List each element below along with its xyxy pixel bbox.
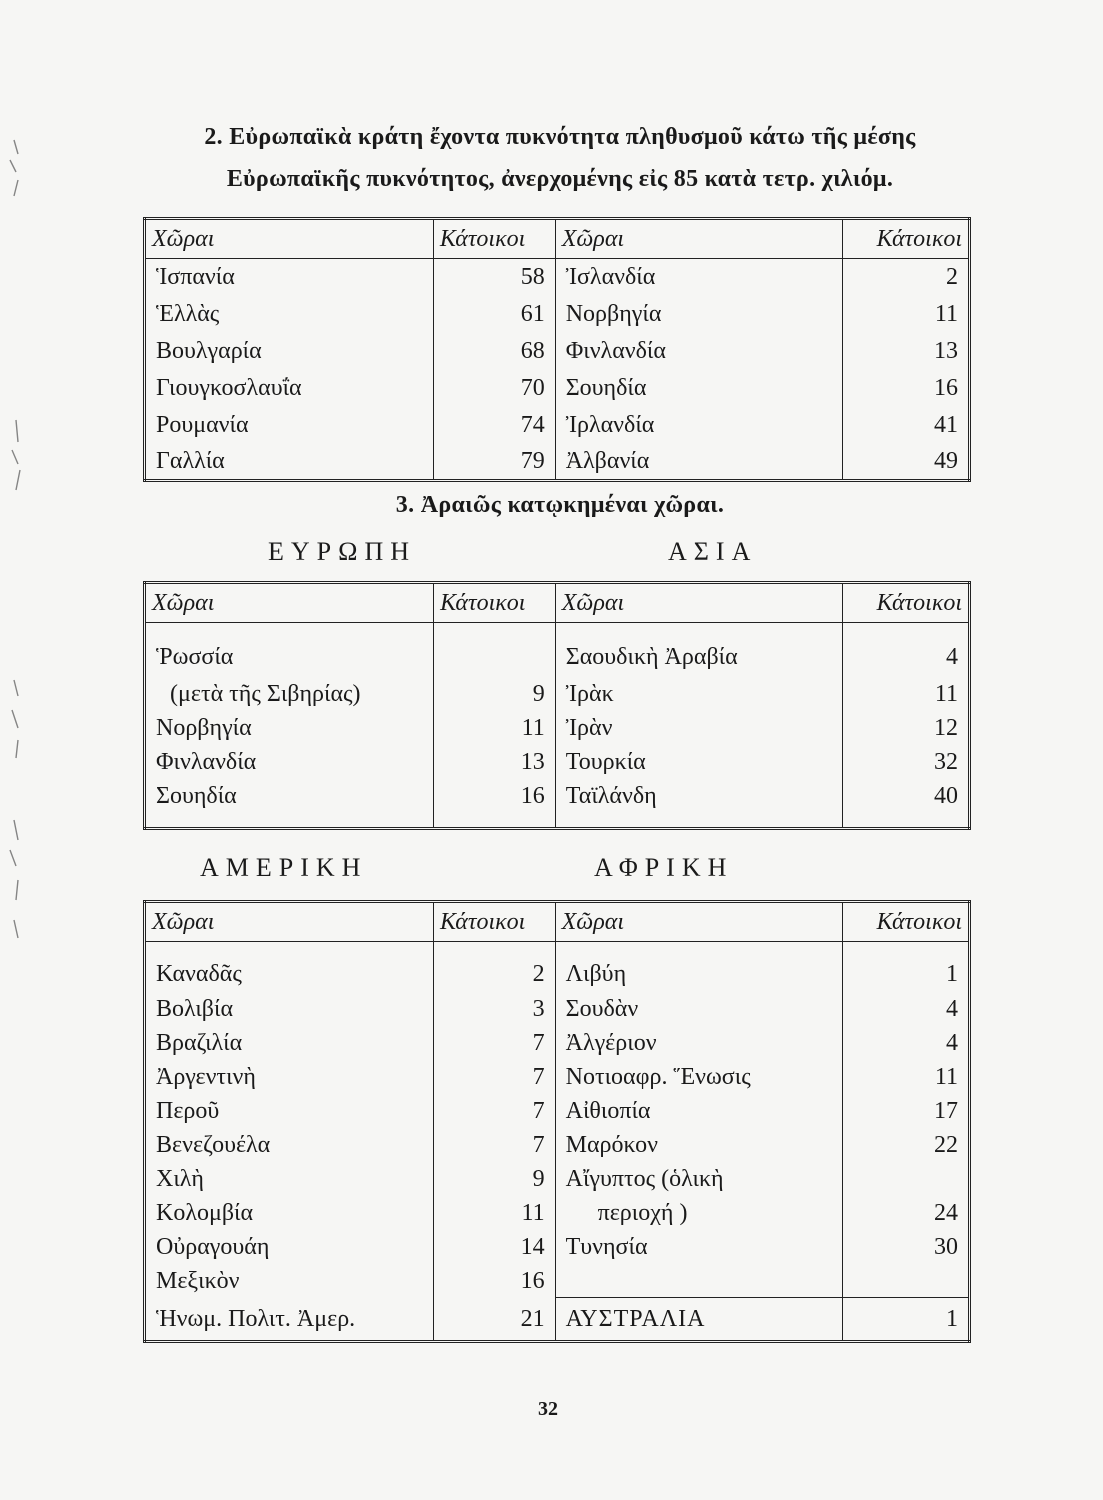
country-cell: Ἰρὰκ xyxy=(555,677,843,711)
value-cell xyxy=(843,1162,970,1196)
col-header-country: Χῶραι xyxy=(555,902,843,942)
country-cell: Ἰσλανδία xyxy=(555,259,843,296)
value-cell: 4 xyxy=(946,1029,958,1056)
value-cell: 68 xyxy=(433,333,555,370)
country-cell: Αἰθιοπία xyxy=(555,1094,843,1128)
value-cell: 32 xyxy=(934,748,958,775)
margin-pencil-marks xyxy=(0,120,40,970)
value-cell: 14 xyxy=(433,1230,555,1264)
country-cell: Ἰρλανδία xyxy=(555,407,843,444)
value-cell: 4 xyxy=(946,995,958,1022)
country-cell: Μαρόκον xyxy=(555,1128,843,1162)
value-cell: 79 xyxy=(433,444,555,481)
country-cell: Ῥωσσία xyxy=(145,623,434,677)
country-cell: Οὐραγουάη xyxy=(145,1230,434,1264)
value-cell: 11 xyxy=(934,680,958,707)
col-header-inhabitants: Κάτοικοι xyxy=(433,219,555,259)
value-cell: 13 xyxy=(934,338,958,364)
country-cell: Ἀλβανία xyxy=(555,444,843,481)
col-header-country: Χῶραι xyxy=(145,219,434,259)
europe-label: ΕΥΡΩΠΗ xyxy=(268,537,416,566)
value-cell: 24 xyxy=(934,1199,958,1226)
col-header-inhabitants: Κάτοικοι xyxy=(843,219,970,259)
country-cell: Μεξικὸν xyxy=(145,1264,434,1298)
value-cell: 2 xyxy=(946,264,958,291)
country-cell: Ταϊλάνδη xyxy=(555,779,843,829)
country-cell: Σουηδία xyxy=(145,779,434,829)
col-header-country: Χῶραι xyxy=(555,583,843,623)
value-cell: 13 xyxy=(434,745,556,779)
value-cell: 12 xyxy=(934,714,958,741)
country-cell: Φινλανδία xyxy=(555,333,843,370)
country-cell: Βουλγαρία xyxy=(145,333,434,370)
country-cell: Ἀλγέριον xyxy=(555,1026,843,1060)
value-cell: 30 xyxy=(934,1233,958,1260)
section3-heading: 3. Ἀραιῶς κατῳκημέναι χῶραι. xyxy=(395,492,725,518)
country-cell: Σαουδικὴ Ἀραβία xyxy=(555,623,843,677)
value-cell: 7 xyxy=(433,1026,555,1060)
country-cell xyxy=(555,1264,843,1298)
country-cell: Αἴγυπτος (ὁλικὴ xyxy=(555,1162,843,1196)
country-cell: Βενεζουέλα xyxy=(145,1128,434,1162)
country-cell: Σουδὰν xyxy=(555,992,843,1026)
country-cell: Γαλλία xyxy=(145,444,434,481)
value-cell: 41 xyxy=(934,412,958,438)
country-cell: (μετὰ τῆς Σιβηρίας) xyxy=(145,677,434,711)
country-cell: Βολιβία xyxy=(145,992,434,1026)
value-cell: 1 xyxy=(946,1306,958,1332)
value-cell: 22 xyxy=(934,1131,958,1158)
value-cell: 61 xyxy=(433,296,555,333)
value-cell: 1 xyxy=(946,960,958,987)
country-cell: Περοῦ xyxy=(145,1094,434,1128)
page-number: 32 xyxy=(538,1398,558,1420)
value-cell: 40 xyxy=(934,782,958,809)
value-cell: 17 xyxy=(934,1097,958,1124)
value-cell: 16 xyxy=(433,1264,555,1298)
value-cell: 11 xyxy=(434,711,556,745)
value-cell: 7 xyxy=(433,1060,555,1094)
country-cell: Σουηδία xyxy=(555,370,843,407)
value-cell: 74 xyxy=(433,407,555,444)
value-cell: 2 xyxy=(433,942,555,992)
country-cell: Νορβηγία xyxy=(555,296,843,333)
col-header-inhabitants: Κάτοικοι xyxy=(843,902,970,942)
country-cell: Χιλὴ xyxy=(145,1162,434,1196)
col-header-country: Χῶραι xyxy=(145,902,434,942)
value-cell: 11 xyxy=(934,1063,958,1090)
country-cell: Ἑλλὰς xyxy=(145,296,434,333)
table-europe-asia xyxy=(143,581,971,830)
country-cell: Καναδᾶς xyxy=(145,942,434,992)
asia-label: ΑΣΙΑ xyxy=(668,537,758,566)
country-cell: Ἱσπανία xyxy=(145,259,434,296)
col-header-inhabitants: Κάτοικοι xyxy=(434,583,556,623)
value-cell: 16 xyxy=(434,779,556,829)
col-header-country: Χῶραι xyxy=(555,219,843,259)
value-cell: 9 xyxy=(434,677,556,711)
section2-heading-line2: Εὐρωπαϊκῆς πυκνότητος, ἀνερχομένης εἰς 85 κατὰ τετρ. χιλιόμ. xyxy=(226,166,894,192)
value-cell: 11 xyxy=(934,301,958,327)
country-cell: Ἡνωμ. Πολιτ. Ἀμερ. xyxy=(145,1298,434,1342)
country-cell: Λιβύη xyxy=(555,942,843,992)
value-cell: 58 xyxy=(433,259,555,296)
value-cell: 11 xyxy=(433,1196,555,1230)
country-cell: Φινλανδία xyxy=(145,745,434,779)
country-cell: περιοχή ) xyxy=(555,1196,843,1230)
value-cell xyxy=(843,1264,970,1298)
country-cell: Ἰρὰν xyxy=(555,711,843,745)
table-america-africa xyxy=(143,900,971,1343)
country-cell: Κολομβία xyxy=(145,1196,434,1230)
col-header-inhabitants: Κάτοικοι xyxy=(433,902,555,942)
country-cell: Ἀργεντινὴ xyxy=(145,1060,434,1094)
value-cell: 9 xyxy=(433,1162,555,1196)
value-cell: 16 xyxy=(934,375,958,401)
value-cell: 3 xyxy=(433,992,555,1026)
section2-heading-line1: 2. Εὐρωπαϊκὰ κράτη ἔχοντα πυκνότητα πληθυσμοῦ κάτω τῆς μέσης xyxy=(204,124,916,150)
country-cell: Βραζιλία xyxy=(145,1026,434,1060)
country-cell: Τουρκία xyxy=(555,745,843,779)
country-cell: Γιουγκοσλαυΐα xyxy=(145,370,434,407)
value-cell xyxy=(434,623,556,677)
value-cell: 70 xyxy=(433,370,555,407)
value-cell: 21 xyxy=(433,1298,555,1342)
value-cell: 7 xyxy=(433,1094,555,1128)
australia-cell: ΑΥΣΤΡΑΛΙΑ xyxy=(555,1298,843,1342)
africa-label: ΑΦΡΙΚΗ xyxy=(594,853,734,882)
col-header-inhabitants: Κάτοικοι xyxy=(843,583,970,623)
value-cell: 4 xyxy=(946,643,958,670)
value-cell: 49 xyxy=(934,448,958,475)
value-cell: 7 xyxy=(433,1128,555,1162)
country-cell: Τυνησία xyxy=(555,1230,843,1264)
country-cell: Νορβηγία xyxy=(145,711,434,745)
table-europe-low-density xyxy=(143,217,971,482)
col-header-country: Χῶραι xyxy=(145,583,434,623)
country-cell: Ρουμανία xyxy=(145,407,434,444)
country-cell: Νοτιοαφρ. Ἕνωσις xyxy=(555,1060,843,1094)
america-label: ΑΜΕΡΙΚΗ xyxy=(200,853,368,882)
